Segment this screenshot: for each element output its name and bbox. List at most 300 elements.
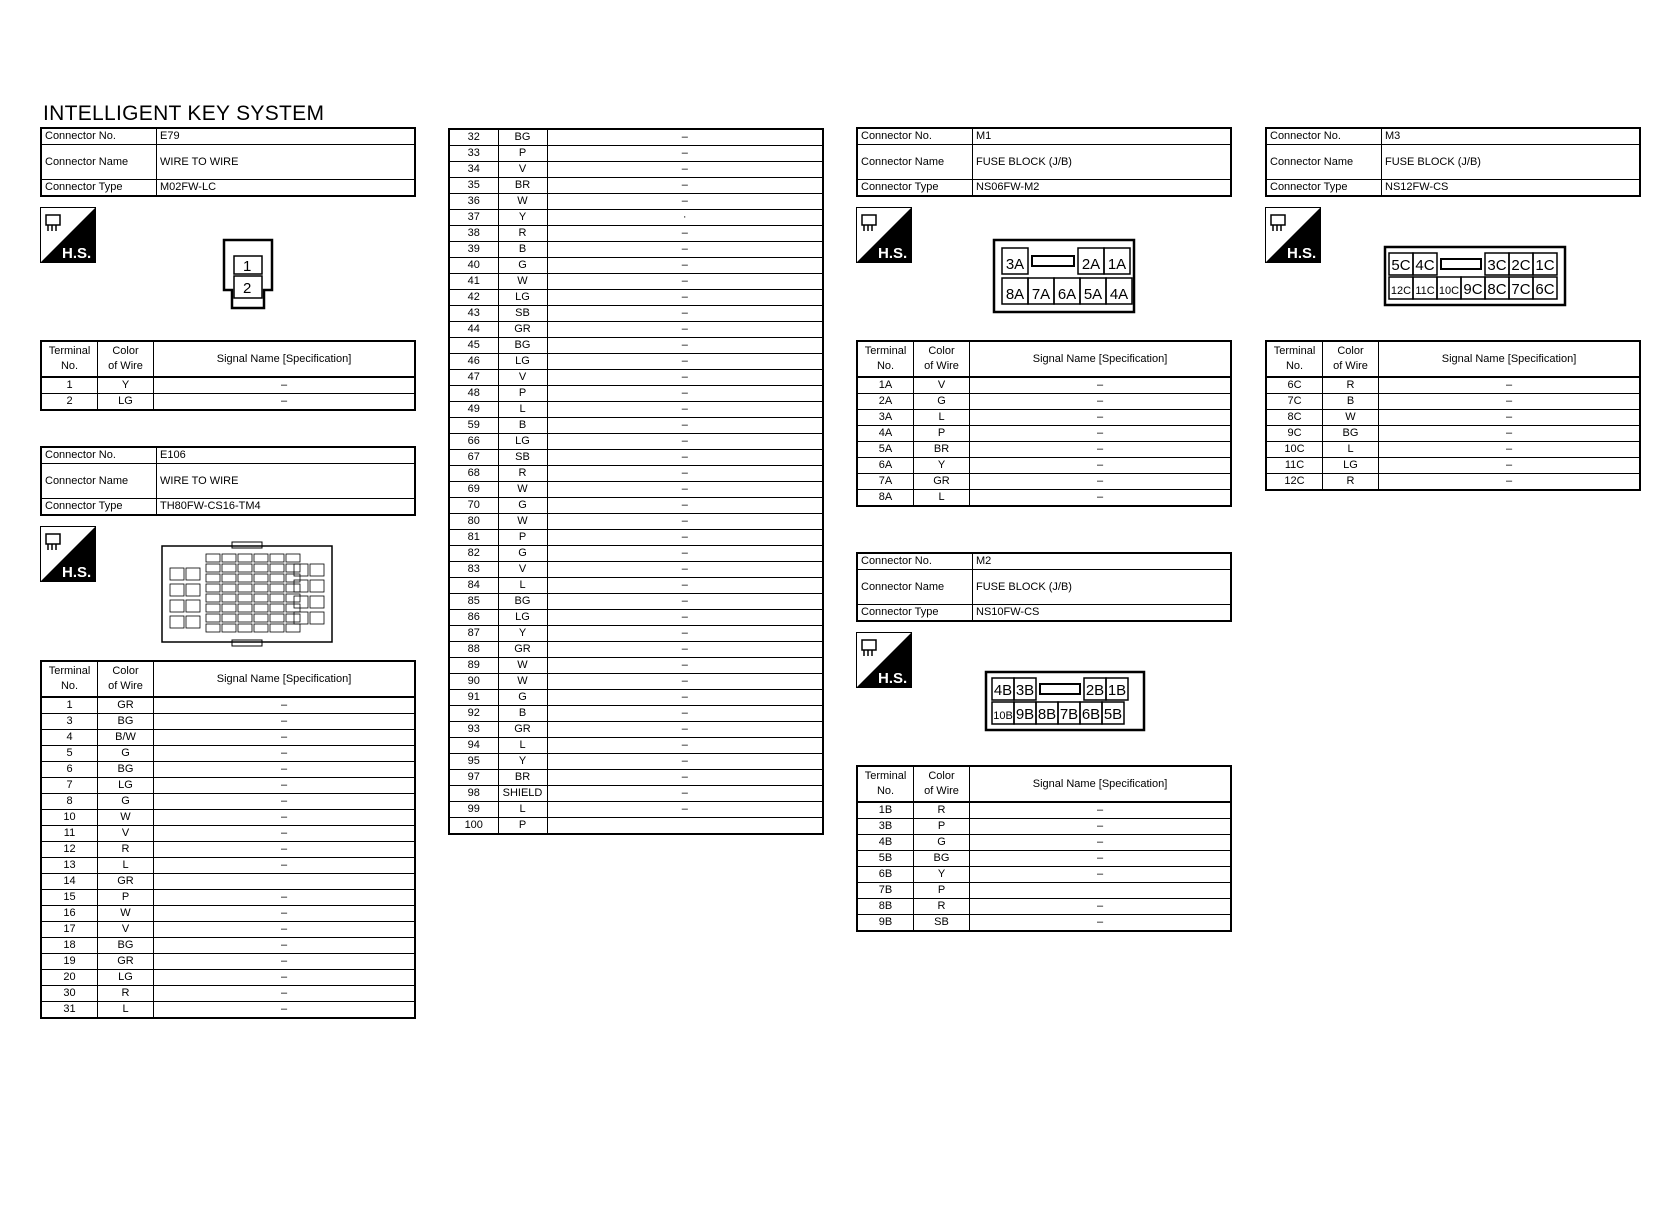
table-row	[449, 786, 823, 802]
pin-label: 2B	[1085, 682, 1105, 699]
wire-color-cell: V	[498, 162, 547, 178]
wire-color-cell: Y	[498, 210, 547, 226]
table-row	[449, 194, 823, 210]
cavity	[286, 624, 300, 632]
signal-cell: –	[547, 626, 823, 642]
terminal-table-m3	[1265, 340, 1641, 491]
terminal-cell: 1	[41, 697, 98, 714]
signal-cell: –	[1379, 426, 1641, 442]
table-row	[449, 770, 823, 786]
wire-color-cell: BG	[98, 938, 154, 954]
signal-cell: –	[154, 1002, 416, 1019]
table-row	[1266, 442, 1640, 458]
terminal-cell: 3B	[857, 819, 914, 835]
wire-color-cell: G	[498, 546, 547, 562]
wire-color-cell: V	[498, 562, 547, 578]
connector-face-m3	[1383, 245, 1567, 307]
harness-side-icon	[856, 632, 912, 688]
wire-color-cell: R	[1323, 377, 1379, 394]
table-row	[41, 842, 415, 858]
table-row	[41, 826, 415, 842]
header-terminal: Terminal No.	[857, 341, 914, 377]
table-row	[41, 746, 415, 762]
signal-cell: –	[154, 778, 416, 794]
label-connector-no: Connector No.	[1266, 128, 1382, 145]
signal-cell: –	[547, 498, 823, 514]
header-signal: Signal Name [Specification]	[970, 766, 1232, 802]
label-connector-no: Connector No.	[857, 128, 973, 145]
pin-label: 5A	[1083, 286, 1103, 303]
wire-color-cell: L	[498, 738, 547, 754]
wire-color-cell: G	[914, 394, 970, 410]
table-row	[449, 434, 823, 450]
header-color: Color of Wire	[914, 341, 970, 377]
label-connector-no: Connector No.	[41, 128, 157, 145]
pin-label: 7A	[1031, 286, 1051, 303]
label-connector-type: Connector Type	[857, 180, 973, 197]
table-row	[449, 674, 823, 690]
wire-color-cell: GR	[98, 874, 154, 890]
wire-color-cell: L	[1323, 442, 1379, 458]
terminal-cell: 4A	[857, 426, 914, 442]
wire-color-cell: P	[98, 890, 154, 906]
wire-color-cell: P	[498, 530, 547, 546]
table-row	[449, 370, 823, 386]
signal-cell: –	[547, 786, 823, 802]
wire-color-cell: L	[98, 1002, 154, 1019]
cavity	[270, 584, 284, 592]
cavity	[222, 624, 236, 632]
terminal-cell: 7B	[857, 883, 914, 899]
table-row	[857, 883, 1231, 899]
connector-name-value: FUSE BLOCK (J/B)	[1382, 145, 1641, 180]
wire-color-cell: G	[498, 258, 547, 274]
terminal-cell: 9C	[1266, 426, 1323, 442]
signal-cell: –	[547, 610, 823, 626]
signal-cell: –	[154, 714, 416, 730]
table-row	[41, 730, 415, 746]
table-row	[449, 162, 823, 178]
table-row	[449, 178, 823, 194]
table-row	[449, 722, 823, 738]
terminal-cell: 39	[449, 242, 498, 258]
signal-cell: –	[154, 826, 416, 842]
wire-color-cell: G	[98, 746, 154, 762]
signal-cell: –	[547, 482, 823, 498]
label-connector-type: Connector Type	[41, 499, 157, 516]
terminal-cell: 43	[449, 306, 498, 322]
table-row	[449, 562, 823, 578]
header-terminal: Terminal No.	[41, 341, 98, 377]
connector-face-m2	[984, 670, 1146, 732]
signal-cell: –	[547, 754, 823, 770]
signal-cell: –	[970, 442, 1232, 458]
wire-color-cell: L	[914, 490, 970, 507]
signal-cell: –	[547, 370, 823, 386]
signal-cell: –	[547, 274, 823, 290]
terminal-cell: 98	[449, 786, 498, 802]
terminal-cell: 12C	[1266, 474, 1323, 491]
table-row	[1266, 377, 1640, 394]
terminal-cell: 5	[41, 746, 98, 762]
table-row	[449, 210, 823, 226]
pin-label: 7C	[1511, 281, 1531, 298]
wire-color-cell: W	[98, 810, 154, 826]
signal-cell: –	[547, 146, 823, 162]
pin-label: 1	[243, 258, 252, 275]
wire-color-cell: G	[498, 498, 547, 514]
label-connector-no: Connector No.	[857, 553, 973, 570]
signal-cell: –	[970, 819, 1232, 835]
cavity	[222, 604, 236, 612]
cavity	[286, 564, 300, 572]
wire-color-cell: BR	[914, 442, 970, 458]
wire-color-cell: W	[498, 658, 547, 674]
cavity	[238, 584, 252, 592]
signal-cell: –	[154, 697, 416, 714]
cavity	[186, 600, 200, 612]
pin-label: 10B	[993, 710, 1013, 722]
pin-label: 2C	[1511, 257, 1531, 274]
terminal-cell: 89	[449, 658, 498, 674]
signal-cell: –	[547, 162, 823, 178]
terminal-cell: 100	[449, 818, 498, 835]
table-row	[449, 482, 823, 498]
label-connector-name: Connector Name	[857, 145, 973, 180]
wire-color-cell: P	[498, 386, 547, 402]
terminal-cell: 92	[449, 706, 498, 722]
terminal-cell: 81	[449, 530, 498, 546]
signal-cell: –	[970, 377, 1232, 394]
signal-cell: –	[970, 490, 1232, 507]
table-row	[449, 129, 823, 146]
signal-cell: –	[1379, 458, 1641, 474]
cavity	[310, 596, 324, 608]
pin-label: 10C	[1438, 285, 1460, 297]
connector-m1	[856, 127, 1232, 197]
terminal-cell: 1A	[857, 377, 914, 394]
cavity	[254, 604, 268, 612]
cavity	[206, 604, 220, 612]
connector-face-e106	[160, 540, 334, 648]
terminal-cell: 44	[449, 322, 498, 338]
pin-label: 6A	[1057, 286, 1077, 303]
signal-cell: –	[547, 258, 823, 274]
terminal-cell: 9B	[857, 915, 914, 932]
signal-cell: –	[547, 226, 823, 242]
terminal-cell: 15	[41, 890, 98, 906]
signal-cell: –	[154, 906, 416, 922]
wire-color-cell: GR	[914, 474, 970, 490]
terminal-cell: 12	[41, 842, 98, 858]
table-row	[41, 890, 415, 906]
connector-name-value: FUSE BLOCK (J/B)	[973, 145, 1232, 180]
table-row	[449, 530, 823, 546]
header-terminal: Terminal No.	[1266, 341, 1323, 377]
signal-cell: –	[970, 851, 1232, 867]
signal-cell: –	[547, 674, 823, 690]
terminal-cell: 20	[41, 970, 98, 986]
wire-color-cell: W	[498, 674, 547, 690]
cavity	[286, 594, 300, 602]
signal-cell: –	[547, 306, 823, 322]
signal-cell: –	[970, 899, 1232, 915]
table-row	[449, 818, 823, 835]
wire-color-cell: B	[498, 418, 547, 434]
table-row	[449, 386, 823, 402]
table-row	[449, 306, 823, 322]
terminal-cell: 35	[449, 178, 498, 194]
signal-cell: –	[970, 474, 1232, 490]
terminal-cell: 46	[449, 354, 498, 370]
table-row	[41, 954, 415, 970]
terminal-cell: 7	[41, 778, 98, 794]
table-row	[449, 802, 823, 818]
terminal-table-e106	[40, 660, 416, 1019]
terminal-cell: 93	[449, 722, 498, 738]
terminal-cell: 4	[41, 730, 98, 746]
signal-cell: –	[154, 954, 416, 970]
cavity	[222, 554, 236, 562]
table-row	[41, 874, 415, 890]
terminal-cell: 32	[449, 129, 498, 146]
connector-name-value: FUSE BLOCK (J/B)	[973, 570, 1232, 605]
connector-no-value: M2	[973, 553, 1232, 570]
cavity	[254, 594, 268, 602]
signal-cell: –	[547, 290, 823, 306]
connector-type-value: NS06FW-M2	[973, 180, 1232, 197]
table-row	[1266, 458, 1640, 474]
cavity	[270, 624, 284, 632]
terminal-cell: 34	[449, 162, 498, 178]
signal-cell: –	[154, 794, 416, 810]
terminal-cell: 10C	[1266, 442, 1323, 458]
cavity	[270, 614, 284, 622]
terminal-cell: 84	[449, 578, 498, 594]
connector-no-value: M3	[1382, 128, 1641, 145]
terminal-cell: 6	[41, 762, 98, 778]
signal-cell: –	[547, 706, 823, 722]
terminal-cell: 8	[41, 794, 98, 810]
connector-key	[1441, 259, 1481, 269]
cavity	[254, 614, 268, 622]
signal-cell: –	[547, 530, 823, 546]
cavity	[254, 624, 268, 632]
signal-cell: –	[154, 938, 416, 954]
cavity	[206, 564, 220, 572]
terminal-cell: 8C	[1266, 410, 1323, 426]
connector-info-table	[1265, 127, 1641, 197]
table-row	[449, 258, 823, 274]
hs-label: H.S.	[878, 245, 908, 262]
signal-cell: –	[547, 594, 823, 610]
terminal-cell: 40	[449, 258, 498, 274]
terminal-cell: 94	[449, 738, 498, 754]
table-row	[857, 426, 1231, 442]
pin-label: 3A	[1005, 256, 1025, 273]
cavity	[238, 564, 252, 572]
wire-color-cell: G	[914, 835, 970, 851]
wire-color-cell: Y	[498, 626, 547, 642]
signal-cell: –	[970, 410, 1232, 426]
wire-color-cell: BR	[498, 770, 547, 786]
harness-side-icon	[1265, 207, 1321, 263]
pin-label: 8A	[1005, 286, 1025, 303]
signal-cell: –	[154, 762, 416, 778]
terminal-cell: 14	[41, 874, 98, 890]
terminal-cell: 6B	[857, 867, 914, 883]
signal-cell: –	[970, 426, 1232, 442]
pin-label: 2	[243, 280, 252, 297]
signal-cell: –	[970, 458, 1232, 474]
table-row	[857, 410, 1231, 426]
wire-color-cell: L	[498, 578, 547, 594]
connector-no-value: E106	[157, 447, 416, 464]
wire-color-cell: LG	[98, 778, 154, 794]
signal-cell: –	[547, 658, 823, 674]
signal-cell: –	[547, 546, 823, 562]
cavity	[170, 616, 184, 628]
table-row	[857, 458, 1231, 474]
terminal-cell: 7C	[1266, 394, 1323, 410]
cavity	[254, 554, 268, 562]
terminal-cell: 88	[449, 642, 498, 658]
wire-color-cell: L	[498, 802, 547, 818]
terminal-cell: 8A	[857, 490, 914, 507]
header-signal: Signal Name [Specification]	[970, 341, 1232, 377]
wire-color-cell: SB	[914, 915, 970, 932]
cavity	[238, 574, 252, 582]
terminal-cell: 67	[449, 450, 498, 466]
signal-cell	[154, 874, 416, 890]
table-row	[857, 442, 1231, 458]
connector-info-table	[856, 552, 1232, 622]
signal-cell: –	[154, 970, 416, 986]
signal-cell: –	[547, 738, 823, 754]
table-row	[41, 1002, 415, 1019]
connector-info-table	[40, 127, 416, 197]
signal-cell: –	[1379, 410, 1641, 426]
terminal-cell: 6C	[1266, 377, 1323, 394]
wire-color-cell: BG	[498, 129, 547, 146]
terminal-cell: 5A	[857, 442, 914, 458]
signal-cell: –	[970, 915, 1232, 932]
table-row	[41, 858, 415, 874]
terminal-cell: 99	[449, 802, 498, 818]
label-connector-name: Connector Name	[41, 464, 157, 499]
cavity	[270, 594, 284, 602]
wire-color-cell: R	[498, 466, 547, 482]
signal-cell: –	[1379, 442, 1641, 458]
signal-cell: –	[547, 466, 823, 482]
terminal-cell: 48	[449, 386, 498, 402]
table-row	[857, 899, 1231, 915]
hs-label: H.S.	[878, 670, 908, 687]
wire-color-cell: GR	[498, 322, 547, 338]
signal-cell: –	[970, 835, 1232, 851]
terminal-cell: 86	[449, 610, 498, 626]
wire-color-cell: W	[1323, 410, 1379, 426]
wire-color-cell: BG	[914, 851, 970, 867]
signal-cell: –	[547, 802, 823, 818]
wire-color-cell: W	[498, 514, 547, 530]
cavity	[222, 564, 236, 572]
table-row	[449, 498, 823, 514]
pin-label: 1A	[1107, 256, 1127, 273]
cavity	[238, 624, 252, 632]
terminal-cell: 3A	[857, 410, 914, 426]
terminal-cell: 3	[41, 714, 98, 730]
terminal-cell: 49	[449, 402, 498, 418]
wire-color-cell: P	[498, 818, 547, 835]
hs-label: H.S.	[62, 245, 92, 262]
table-row	[857, 835, 1231, 851]
table-row	[41, 762, 415, 778]
table-row	[449, 226, 823, 242]
terminal-cell: 30	[41, 986, 98, 1002]
cavity	[206, 624, 220, 632]
table-row	[857, 377, 1231, 394]
signal-cell: –	[547, 242, 823, 258]
wire-color-cell: P	[914, 883, 970, 899]
terminal-cell: 68	[449, 466, 498, 482]
signal-cell: –	[154, 858, 416, 874]
wire-color-cell: L	[914, 410, 970, 426]
terminal-cell: 36	[449, 194, 498, 210]
cavity	[270, 604, 284, 612]
wire-color-cell: Y	[498, 754, 547, 770]
signal-cell: –	[970, 867, 1232, 883]
wire-color-cell: SB	[498, 306, 547, 322]
signal-cell: –	[1379, 474, 1641, 491]
table-row	[1266, 474, 1640, 491]
signal-cell	[970, 883, 1232, 899]
terminal-cell: 33	[449, 146, 498, 162]
wire-color-cell: BG	[498, 594, 547, 610]
header-color: Color of Wire	[1323, 341, 1379, 377]
terminal-cell: 5B	[857, 851, 914, 867]
wire-color-cell: G	[98, 794, 154, 810]
cavity	[222, 594, 236, 602]
wire-color-cell: GR	[498, 642, 547, 658]
wire-color-cell: P	[914, 426, 970, 442]
cavity	[270, 564, 284, 572]
pin-label: 4C	[1415, 257, 1435, 274]
wire-color-cell: V	[98, 826, 154, 842]
wire-color-cell: R	[914, 899, 970, 915]
signal-cell: –	[547, 418, 823, 434]
cavity	[286, 614, 300, 622]
signal-cell: –	[547, 770, 823, 786]
header-color: Color of Wire	[98, 661, 154, 697]
signal-cell: –	[547, 562, 823, 578]
header-signal: Signal Name [Specification]	[1379, 341, 1641, 377]
cavity	[170, 584, 184, 596]
signal-cell: –	[547, 434, 823, 450]
signal-cell: ·	[547, 210, 823, 226]
table-row	[449, 338, 823, 354]
connector-m2	[856, 552, 1232, 622]
pin-label: 1B	[1107, 682, 1127, 699]
signal-cell: –	[547, 690, 823, 706]
cavity	[238, 614, 252, 622]
terminal-cell: 83	[449, 562, 498, 578]
wire-color-cell: R	[498, 226, 547, 242]
wire-color-cell: R	[1323, 474, 1379, 491]
table-row	[449, 658, 823, 674]
terminal-cell: 97	[449, 770, 498, 786]
wire-color-cell: V	[914, 377, 970, 394]
